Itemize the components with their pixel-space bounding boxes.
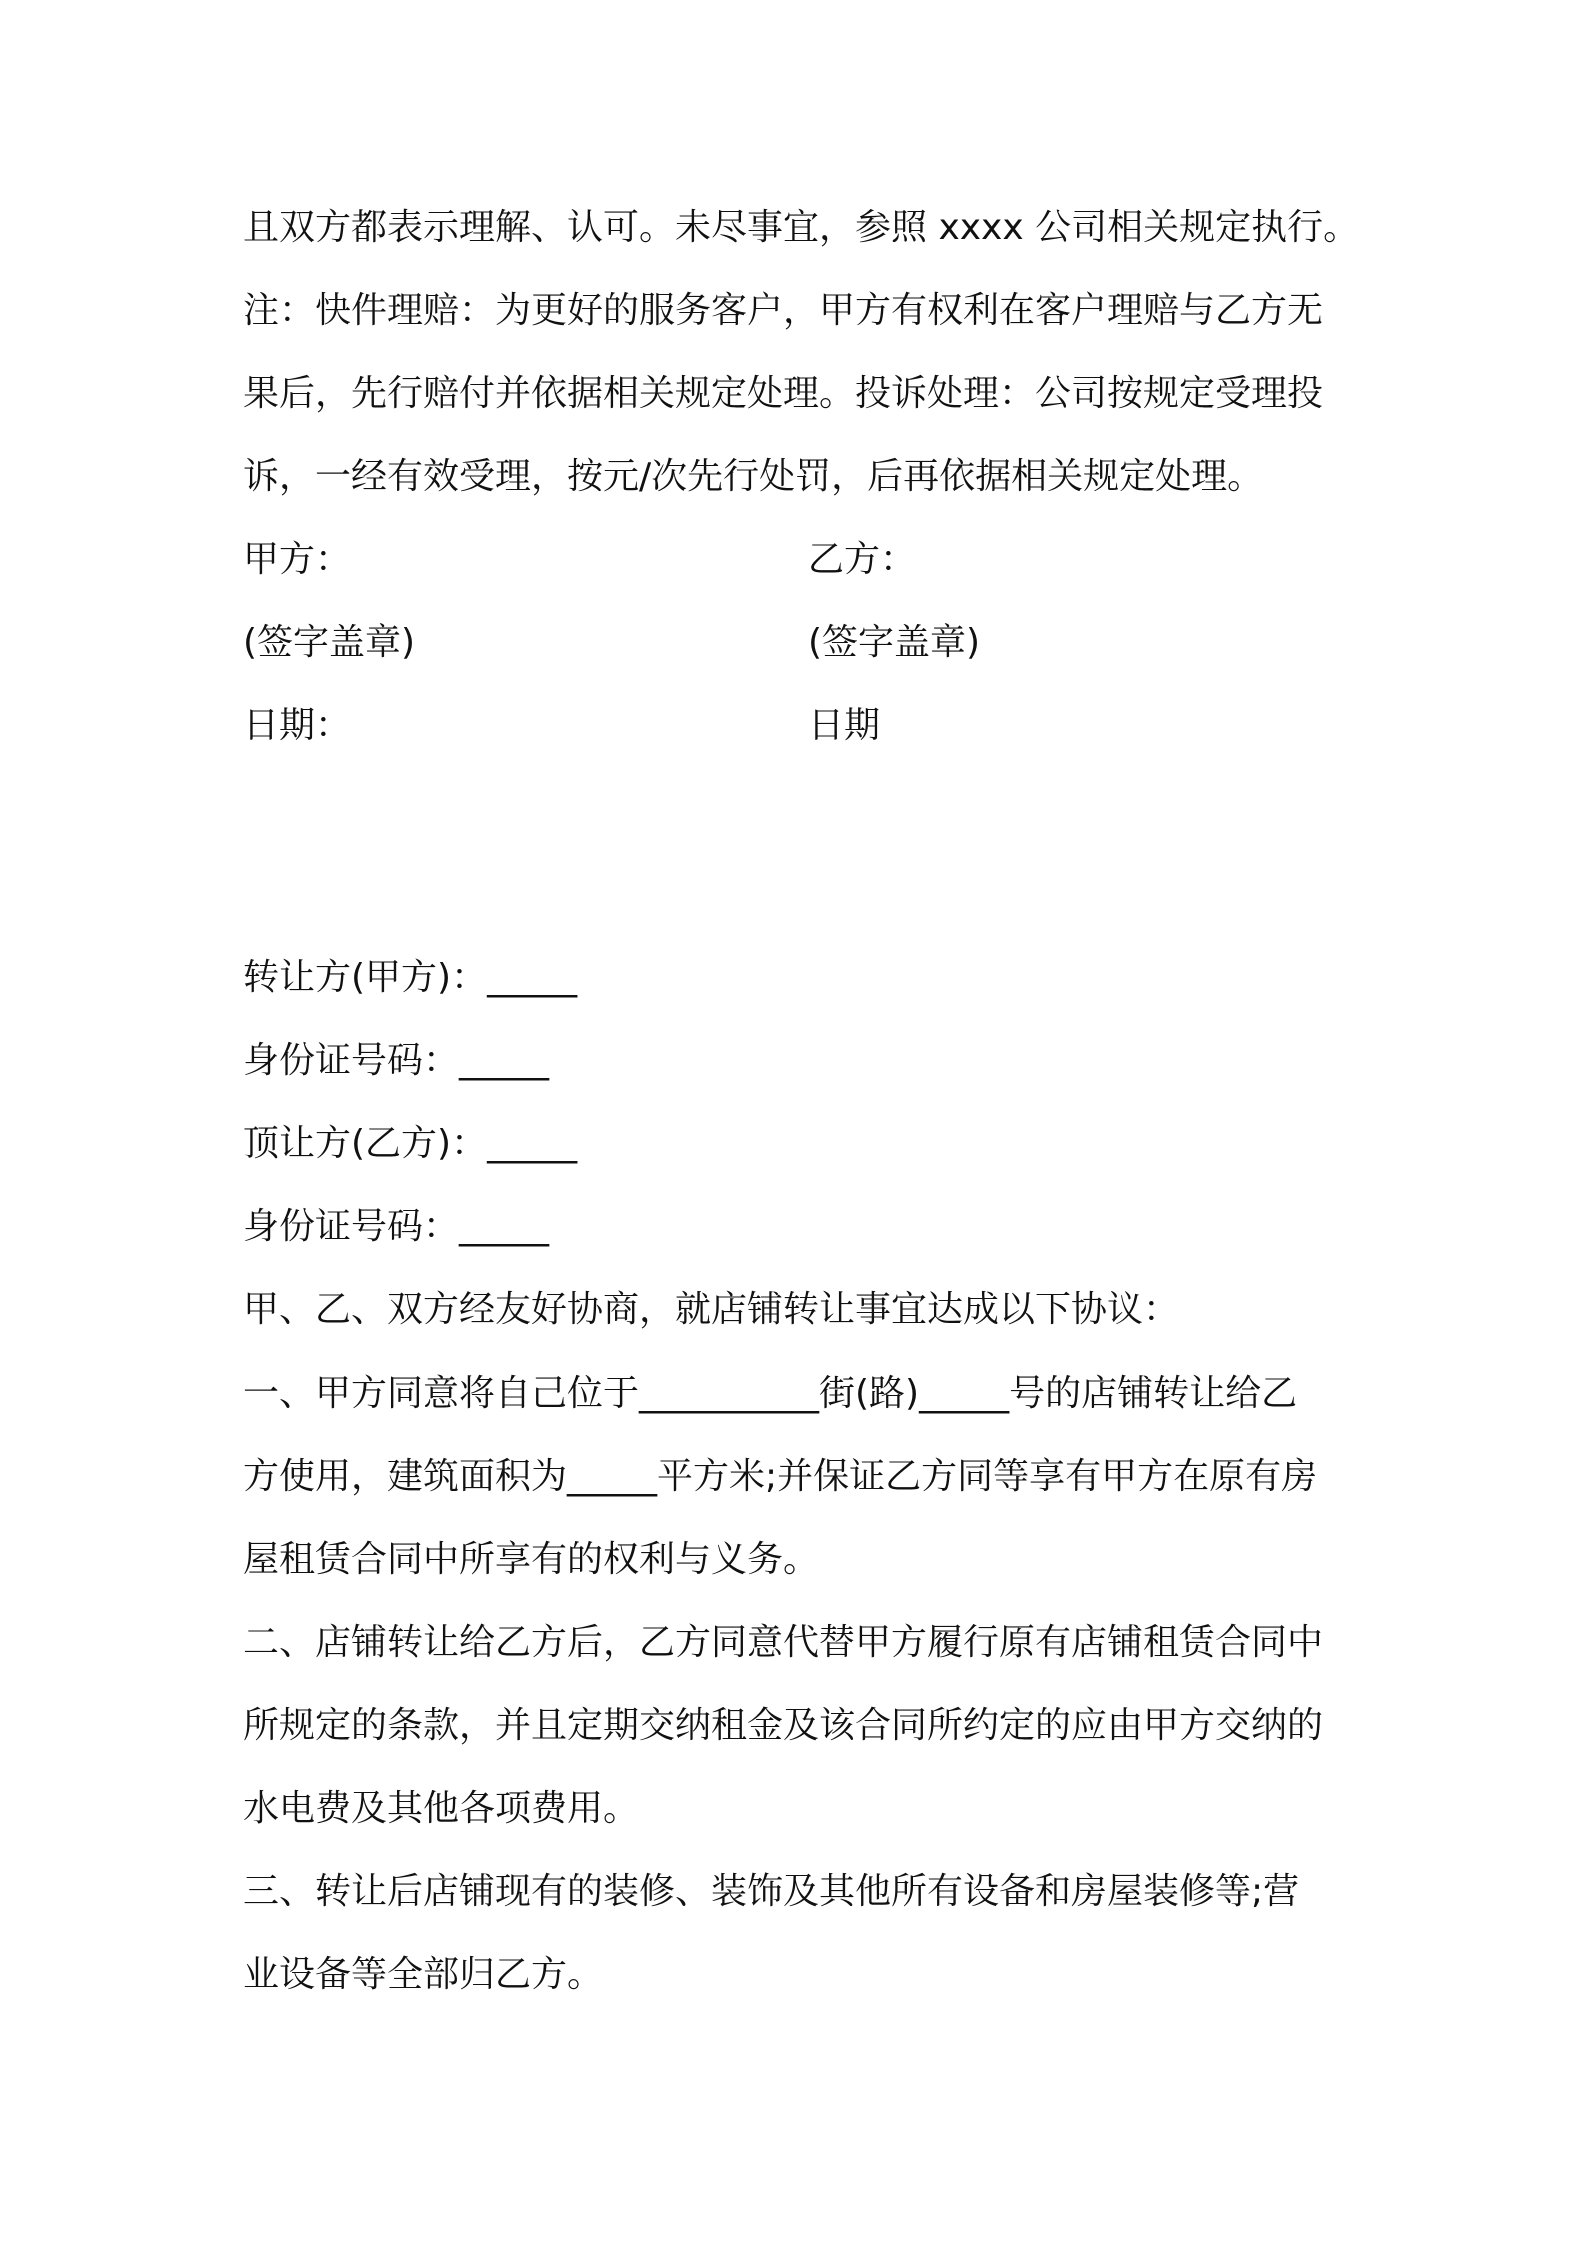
- clause-1-line: 方使用，建筑面积为_____平方米;并保证乙方同等享有甲方在原有房: [243, 1456, 1318, 1497]
- paragraph-line: 且双方都表示理解、认可。未尽事宜，参照 xxxx 公司相关规定执行。: [243, 207, 1360, 248]
- paragraph-line: 诉，一经有效受理，按元/次先行处罚，后再依据相关规定处理。: [243, 456, 1264, 497]
- paragraph-line: 果后，先行赔付并依据相关规定处理。投诉处理：公司按规定受理投: [243, 373, 1324, 414]
- transferee-id-field: 身份证号码：_____: [243, 1206, 550, 1247]
- party-b-date: 日期: [808, 705, 881, 746]
- party-a-label: 甲方：: [243, 539, 352, 580]
- party-b-seal: (签字盖章): [808, 622, 981, 663]
- clause-2-line: 水电费及其他各项费用。: [243, 1788, 640, 1829]
- clause-2-line: 二、店铺转让给乙方后，乙方同意代替甲方履行原有店铺租赁合同中: [243, 1622, 1324, 1663]
- transferor-field: 转让方(甲方)：_____: [243, 957, 578, 998]
- party-a-date: 日期：: [243, 705, 352, 746]
- clause-3-line: 业设备等全部归乙方。: [243, 1954, 604, 1995]
- party-a-seal: (签字盖章): [243, 622, 416, 663]
- clause-1-line: 一、甲方同意将自己位于__________街(路)_____号的店铺转让给乙: [243, 1373, 1298, 1414]
- clause-1-line: 屋租赁合同中所享有的权利与义务。: [243, 1539, 820, 1580]
- paragraph-line: 注：快件理赔：为更好的服务客户，甲方有权利在客户理赔与乙方无: [243, 290, 1324, 331]
- transferee-field: 顶让方(乙方)：_____: [243, 1123, 578, 1164]
- agreement-intro: 甲、乙、双方经友好协商，就店铺转让事宜达成以下协议：: [243, 1289, 1180, 1330]
- party-b-label: 乙方：: [808, 539, 917, 580]
- clause-3-line: 三、转让后店铺现有的装修、装饰及其他所有设备和房屋装修等;营: [243, 1871, 1300, 1912]
- transferor-id-field: 身份证号码：_____: [243, 1040, 550, 1081]
- clause-2-line: 所规定的条款，并且定期交纳租金及该合同所约定的应由甲方交纳的: [243, 1705, 1324, 1746]
